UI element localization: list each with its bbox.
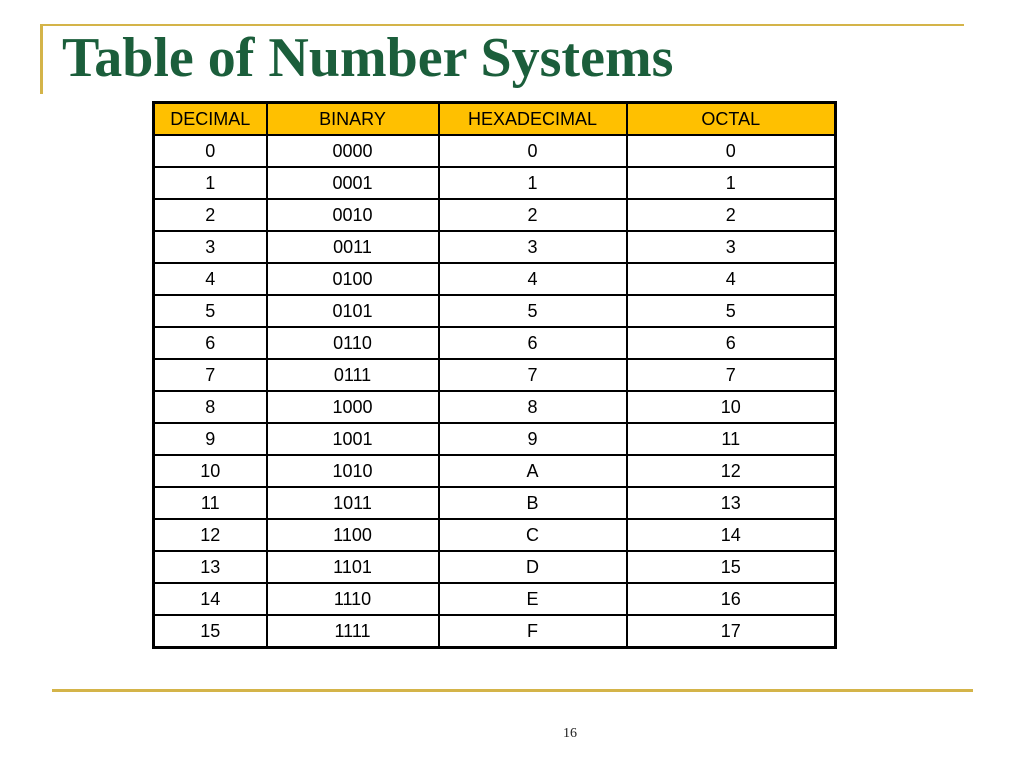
table-row (154, 423, 836, 455)
cell-hexadecimal: A (439, 455, 627, 487)
cell-octal: 15 (627, 551, 836, 583)
table-row (154, 615, 836, 648)
cell-decimal: 10 (154, 455, 267, 487)
cell-binary: 0100 (267, 263, 439, 295)
cell-binary: 0010 (267, 199, 439, 231)
cell-decimal: 8 (154, 391, 267, 423)
cell-hexadecimal: 1 (439, 167, 627, 199)
cell-hexadecimal: C (439, 519, 627, 551)
cell-octal: 17 (627, 615, 836, 648)
cell-octal: 10 (627, 391, 836, 423)
cell-octal: 4 (627, 263, 836, 295)
table-row (154, 295, 836, 327)
cell-decimal: 9 (154, 423, 267, 455)
cell-decimal: 11 (154, 487, 267, 519)
cell-binary: 1101 (267, 551, 439, 583)
column-header-hexadecimal: HEXADECIMAL (439, 103, 627, 136)
cell-octal: 0 (627, 135, 836, 167)
cell-octal: 3 (627, 231, 836, 263)
cell-octal: 12 (627, 455, 836, 487)
cell-octal: 14 (627, 519, 836, 551)
cell-hexadecimal: 5 (439, 295, 627, 327)
cell-binary: 0000 (267, 135, 439, 167)
cell-hexadecimal: F (439, 615, 627, 648)
cell-binary: 1010 (267, 455, 439, 487)
table-row (154, 263, 836, 295)
cell-decimal: 13 (154, 551, 267, 583)
cell-binary: 1001 (267, 423, 439, 455)
column-header-octal: OCTAL (627, 103, 836, 136)
cell-decimal: 14 (154, 583, 267, 615)
page-number: 16 (563, 726, 577, 741)
cell-binary: 1100 (267, 519, 439, 551)
cell-hexadecimal: 0 (439, 135, 627, 167)
cell-octal: 7 (627, 359, 836, 391)
table-row (154, 359, 836, 391)
cell-binary: 0101 (267, 295, 439, 327)
cell-decimal: 15 (154, 615, 267, 648)
cell-hexadecimal: 7 (439, 359, 627, 391)
cell-decimal: 2 (154, 199, 267, 231)
cell-octal: 13 (627, 487, 836, 519)
cell-hexadecimal: D (439, 551, 627, 583)
table-row (154, 167, 836, 199)
cell-binary: 1110 (267, 583, 439, 615)
table-row (154, 583, 836, 615)
table-row (154, 455, 836, 487)
cell-decimal: 4 (154, 263, 267, 295)
table-row (154, 199, 836, 231)
table-row (154, 135, 836, 167)
number-systems-table (152, 101, 837, 649)
cell-hexadecimal: E (439, 583, 627, 615)
cell-octal: 2 (627, 199, 836, 231)
cell-octal: 1 (627, 167, 836, 199)
cell-octal: 16 (627, 583, 836, 615)
column-header-decimal: DECIMAL (154, 103, 267, 136)
left-accent-rule (40, 24, 43, 94)
cell-hexadecimal: 8 (439, 391, 627, 423)
cell-binary: 0110 (267, 327, 439, 359)
cell-hexadecimal: 9 (439, 423, 627, 455)
cell-octal: 5 (627, 295, 836, 327)
slide-title: Table of Number Systems (62, 27, 674, 89)
cell-octal: 11 (627, 423, 836, 455)
cell-binary: 0001 (267, 167, 439, 199)
table-row (154, 551, 836, 583)
bottom-accent-rule (52, 689, 973, 692)
table-row (154, 487, 836, 519)
table-body (154, 135, 836, 648)
cell-hexadecimal: 6 (439, 327, 627, 359)
cell-binary: 0111 (267, 359, 439, 391)
cell-decimal: 6 (154, 327, 267, 359)
table-row (154, 327, 836, 359)
table-header-row (154, 103, 836, 136)
column-header-binary: BINARY (267, 103, 439, 136)
cell-hexadecimal: 2 (439, 199, 627, 231)
table-row (154, 391, 836, 423)
cell-hexadecimal: 4 (439, 263, 627, 295)
cell-decimal: 12 (154, 519, 267, 551)
cell-decimal: 0 (154, 135, 267, 167)
cell-decimal: 7 (154, 359, 267, 391)
cell-octal: 6 (627, 327, 836, 359)
cell-decimal: 1 (154, 167, 267, 199)
cell-binary: 0011 (267, 231, 439, 263)
cell-decimal: 5 (154, 295, 267, 327)
cell-binary: 1011 (267, 487, 439, 519)
table-row (154, 231, 836, 263)
table-row (154, 519, 836, 551)
cell-binary: 1000 (267, 391, 439, 423)
cell-hexadecimal: 3 (439, 231, 627, 263)
cell-hexadecimal: B (439, 487, 627, 519)
cell-decimal: 3 (154, 231, 267, 263)
cell-binary: 1111 (267, 615, 439, 648)
